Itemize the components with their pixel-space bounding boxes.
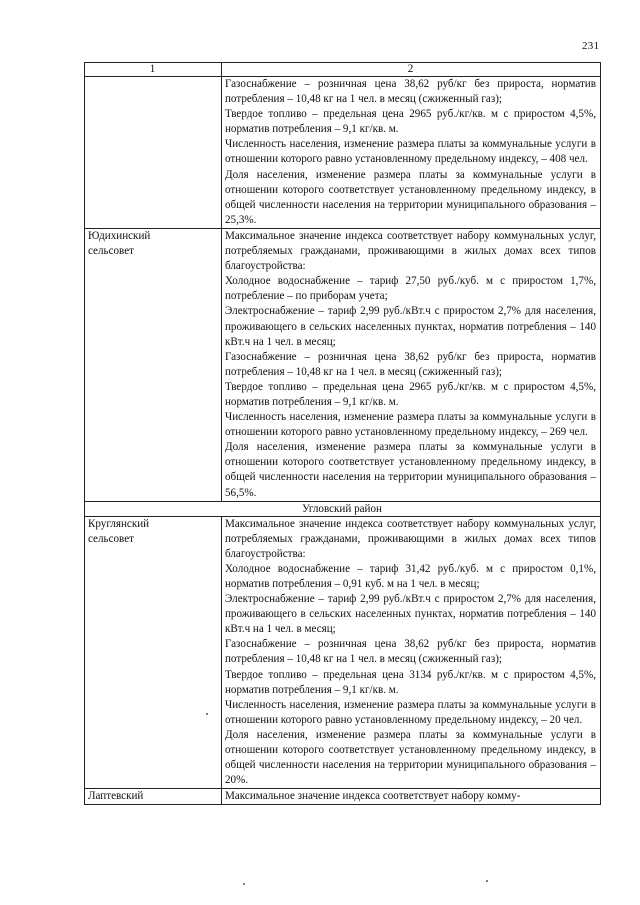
column-header-2: 2 xyxy=(222,63,601,77)
description-paragraph: Максимальное значение индекса соответствует набору комму- xyxy=(225,790,521,803)
description-paragraph: Твердое топливо – предельная цена 2965 руб./кг/кв. м с приростом 4,5%, норматив потребления – 9,1 кг/кв. м. xyxy=(225,380,596,408)
description-cell xyxy=(222,516,601,789)
column-header-1: 1 xyxy=(85,63,222,77)
municipality-name: Лаптевский xyxy=(88,790,144,803)
table-row xyxy=(85,789,601,805)
district-title: Угловский район xyxy=(85,501,601,516)
description-paragraph: Максимальное значение индекса соответствует набору коммунальных услуг, потребляемых гражданами, проживающими в жилых домах всех типов благоустройства: xyxy=(225,517,596,560)
scan-speck xyxy=(206,713,208,715)
municipality-name: сельсовет xyxy=(88,245,134,258)
description-paragraph: Численность населения, изменение размера платы за коммунальные услуги в отношении которого равно установленному предельному индексу, – 269 чел. xyxy=(225,411,596,439)
municipality-cell xyxy=(85,789,222,805)
description-paragraph: Численность населения, изменение размера платы за коммунальные услуги в отношении которого равно установленному предельному индексу, – 408 чел. xyxy=(225,138,596,166)
page-number: 231 xyxy=(582,40,600,52)
description-paragraph: Электроснабжение – тариф 2,99 руб./кВт.ч с приростом 2,7% для населения, проживающего в сельских населенных пунктах, норматив потребления – 140 кВт.ч на 1 чел. в месяц; xyxy=(225,305,596,348)
description-paragraph: Электроснабжение – тариф 2,99 руб./кВт.ч с приростом 2,7% для населения, проживающего в сельских населенных пунктах, норматив потребления – 140 кВт.ч на 1 чел. в месяц; xyxy=(225,593,596,636)
tariff-table xyxy=(84,62,601,805)
description-paragraph: Максимальное значение индекса соответствует набору коммунальных услуг, потребляемых гражданами, проживающими в жилых домах всех типов благоустройства: xyxy=(225,229,596,273)
scan-speck xyxy=(486,880,488,882)
description-paragraph: Численность населения, изменение размера платы за коммунальные услуги в отношении которого равно установленному предельному индексу, – 20 чел. xyxy=(225,698,596,726)
description-cell xyxy=(222,789,601,805)
description-paragraph: Доля населения, изменение размера платы за коммунальные услуги в отношении которого соответствует установленному предельному индексу, в общей численности населения на территории муниципального образования – 56,5%. xyxy=(225,441,596,499)
municipality-cell xyxy=(85,228,222,501)
description-cell xyxy=(222,77,601,229)
scan-speck xyxy=(243,883,245,885)
description-paragraph: Холодное водоснабжение – тариф 27,50 руб./куб. м с приростом 1,7%, потребление – по приборам учета; xyxy=(225,275,596,303)
description-paragraph: Твердое топливо – предельная цена 3134 руб./кг/кв. м с приростом 4,5%, норматив потребления – 9,1 кг/кв. м. xyxy=(225,668,596,696)
municipality-name: Юдихинский xyxy=(88,229,151,242)
municipality-cell xyxy=(85,516,222,789)
description-paragraph: Доля населения, изменение размера платы за коммунальные услуги в отношении которого соответствует установленному предельному индексу, в общей численности населения на территории муниципального образования – 20%. xyxy=(225,728,596,787)
table-row xyxy=(85,516,601,789)
table-row xyxy=(85,77,601,229)
municipality-name: Круглянский xyxy=(88,517,150,530)
table-header-row xyxy=(85,63,601,77)
description-paragraph: Газоснабжение – розничная цена 38,62 руб/кг без прироста, норматив потребления – 10,48 кг на 1 чел. в месяц (сжиженный газ); xyxy=(225,638,596,666)
description-paragraph: Холодное водоснабжение – тариф 31,42 руб./куб. м с приростом 0,1%, норматив потребления – 0,91 куб. м на 1 чел. в месяц; xyxy=(225,562,596,590)
municipality-cell xyxy=(85,77,222,229)
municipality-name: сельсовет xyxy=(88,532,134,545)
district-row xyxy=(85,501,601,516)
description-cell xyxy=(222,228,601,501)
description-paragraph: Газоснабжение – розничная цена 38,62 руб/кг без прироста, норматив потребления – 10,48 кг на 1 чел. в месяц (сжиженный газ); xyxy=(225,78,596,106)
table-row xyxy=(85,228,601,501)
description-paragraph: Твердое топливо – предельная цена 2965 руб./кг/кв. м с приростом 4,5%, норматив потребления – 9,1 кг/кв. м. xyxy=(225,108,596,136)
description-paragraph: Доля населения, изменение размера платы за коммунальные услуги в отношении которого соответствует установленному предельному индексу, в общей численности населения на территории муниципального образования – 25,3%. xyxy=(225,168,596,226)
description-paragraph: Газоснабжение – розничная цена 38,62 руб/кг без прироста, норматив потребления – 10,48 кг на 1 чел. в месяц (сжиженный газ); xyxy=(225,350,596,378)
